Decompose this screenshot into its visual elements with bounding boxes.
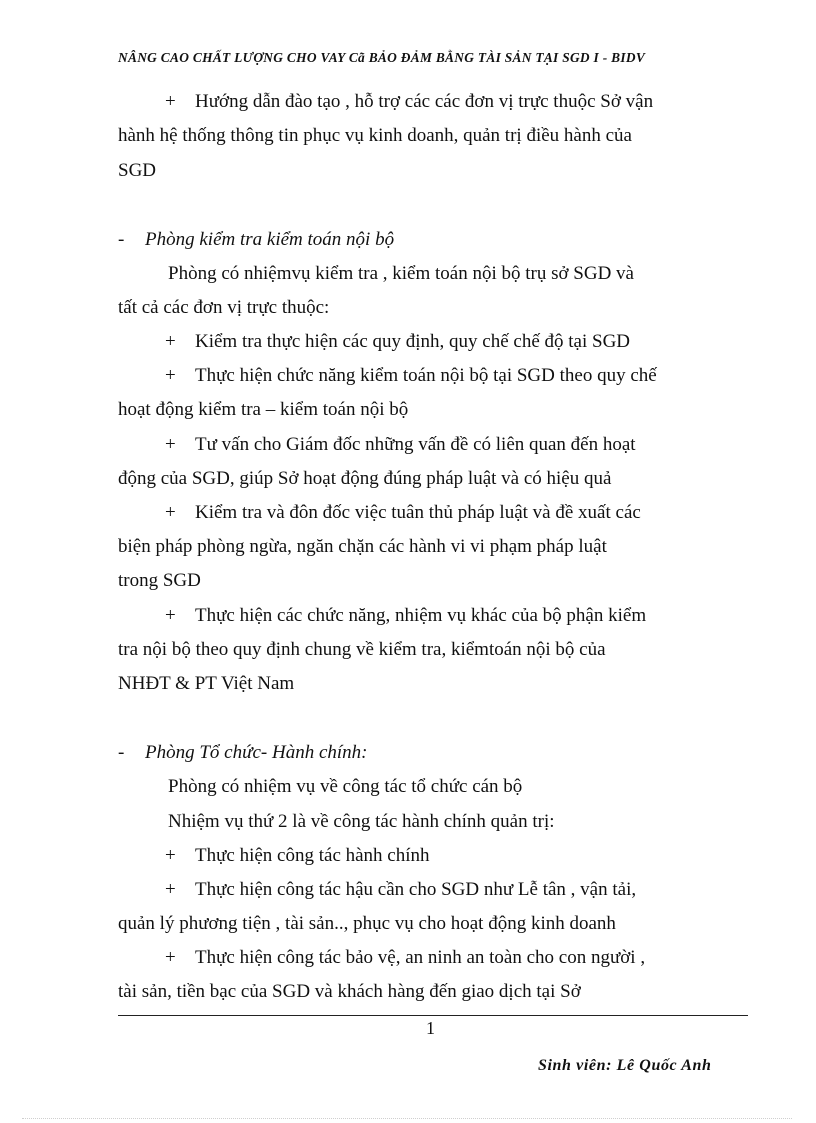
paragraph-line: trong SGD xyxy=(118,570,201,591)
line-text: Thực hiện công tác hậu cần cho SGD như Lễ tân , vận tải, xyxy=(195,879,637,900)
dash-bullet: - xyxy=(118,742,125,763)
paragraph-line: Nhiệm vụ thứ 2 là về công tác hành chính quản trị: xyxy=(168,811,555,832)
paragraph-line: NHĐT & PT Việt Nam xyxy=(118,673,295,694)
plus-bullet: + xyxy=(165,331,176,352)
paragraph-line: hành hệ thống thông tin phục vụ kinh doanh, quản trị điều hành của xyxy=(118,125,632,146)
plus-bullet: + xyxy=(165,365,176,386)
footer-divider xyxy=(118,1015,748,1016)
paragraph-line: tra nội bộ theo quy định chung về kiểm tra, kiểmtoán nội bộ của xyxy=(118,639,606,660)
section-heading xyxy=(118,228,758,252)
paragraph-line: SGD xyxy=(118,160,157,181)
plus-bullet: + xyxy=(165,947,176,968)
author-signature: Sinh viên: Lê Quốc Anh xyxy=(538,1057,712,1074)
section-title: Phòng Tổ chức- Hành chính: xyxy=(145,742,368,763)
plus-bullet: + xyxy=(165,845,176,866)
line-text: Thực hiện công tác bảo vệ, an ninh an toàn cho con người , xyxy=(195,947,646,968)
plus-bullet: + xyxy=(165,605,176,626)
plus-bullet: + xyxy=(165,434,176,455)
bullet-item xyxy=(165,433,805,457)
bullet-item xyxy=(165,946,805,970)
paragraph-line: Phòng có nhiệmvụ kiểm tra , kiểm toán nội bộ trụ sở SGD và xyxy=(168,263,634,284)
bullet-item xyxy=(165,604,805,628)
page-edge-divider xyxy=(22,1118,792,1119)
paragraph-line: tất cả các đơn vị trực thuộc: xyxy=(118,297,330,318)
paragraph-line: hoạt động kiểm tra – kiểm toán nội bộ xyxy=(118,399,409,420)
bullet-item xyxy=(165,330,805,354)
section-title: Phòng kiểm tra kiểm toán nội bộ xyxy=(145,229,395,250)
paragraph-line: tài sản, tiền bạc của SGD và khách hàng đến giao dịch tại Sở xyxy=(118,981,581,1002)
plus-bullet: + xyxy=(165,879,176,900)
line-text: Hướng dẫn đào tạo , hỗ trợ các các đơn vị trực thuộc Sở vận xyxy=(195,91,654,112)
line-text: Thực hiện các chức năng, nhiệm vụ khác của bộ phận kiểm xyxy=(195,605,647,626)
bullet-item xyxy=(165,878,805,902)
paragraph-line xyxy=(165,90,805,114)
bullet-item xyxy=(165,501,805,525)
bullet-item xyxy=(165,844,805,868)
paragraph-line: Phòng có nhiệm vụ về công tác tổ chức cán bộ xyxy=(168,776,523,797)
paragraph-line: biện pháp phòng ngừa, ngăn chặn các hành vi vi phạm pháp luật xyxy=(118,536,607,557)
paragraph-line: quản lý phương tiện , tài sản.., phục vụ cho hoạt động kinh doanh xyxy=(118,913,616,934)
bullet-item xyxy=(165,364,805,388)
dash-bullet: - xyxy=(118,229,125,250)
line-text: Thực hiện chức năng kiểm toán nội bộ tại SGD theo quy chế xyxy=(195,365,657,386)
line-text: Thực hiện công tác hành chính xyxy=(195,845,430,866)
line-text: Tư vấn cho Giám đốc những vấn đề có liên quan đến hoạt xyxy=(195,434,636,455)
plus-bullet: + xyxy=(165,502,176,523)
plus-bullet: + xyxy=(165,91,176,112)
running-header: NÂNG CAO CHẤT LƯỢNG CHO VAY Cã BẢO ĐẢM BẰNG TÀI SẢN TẠI SGD I - BIDV xyxy=(118,50,646,65)
line-text: Kiểm tra thực hiện các quy định, quy chế chế độ tại SGD xyxy=(195,331,631,352)
page-number: 1 xyxy=(426,1018,435,1038)
section-heading xyxy=(118,741,758,765)
line-text: Kiểm tra và đôn đốc việc tuân thủ pháp luật và đề xuất các xyxy=(195,502,641,523)
paragraph-line: động của SGD, giúp Sở hoạt động đúng pháp luật và có hiệu quả xyxy=(118,468,612,489)
